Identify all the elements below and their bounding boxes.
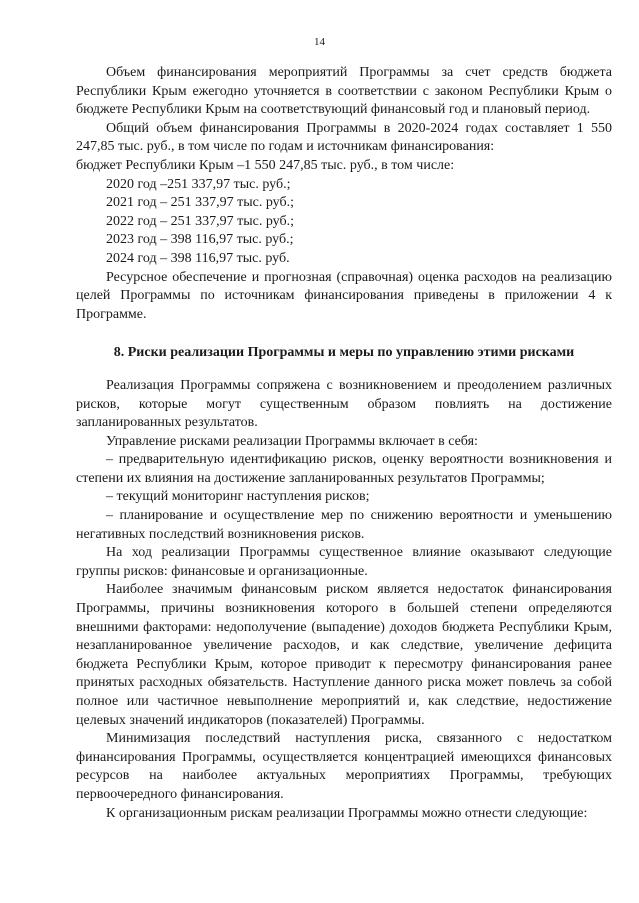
year-item-2024: 2024 год – 398 116,97 тыс. руб. — [106, 250, 290, 266]
year-item-2023: 2023 год – 398 116,97 тыс. руб.; — [106, 232, 294, 248]
paragraph-risks-intro: Реализация Программы сопряжена с возникновением и преодолением различных рисков, которые могут существенным образом повлиять на достижение запланированных результатов. — [76, 377, 612, 431]
section-heading-risks: 8. Риски реализации Программы и меры по управлению этими рисками — [113, 345, 575, 361]
paragraph-budget-crimea: бюджет Республики Крым –1 550 247,85 тыс. руб., в том числе: — [76, 157, 455, 173]
list-item-monitoring: – текущий мониторинг наступления рисков; — [106, 489, 370, 505]
paragraph-resource-support: Ресурсное обеспечение и прогнозная (справочная) оценка расходов на реализацию целей Программы по источникам финансирования приведены в приложении 4 к Программе. — [76, 269, 612, 322]
paragraph-risk-groups: На ход реализации Программы существенное влияние оказывают следующие группы рисков: финансовые и организационные. — [76, 545, 612, 579]
document-body — [76, 64, 612, 823]
paragraph-organizational-risks: К организационным рискам реализации Программы можно отнести следующие: — [106, 805, 588, 821]
year-list — [76, 176, 612, 269]
page-number: 14 — [314, 36, 325, 48]
paragraph-financial-risk: Наиболее значимым финансовым риском является недостаток финансирования Программы, причины возникновения которого в большей степени определяются внешними факторами: недополучение (выпадение) доходов бюджета Республики Крым, незапланированное увеличение расходов, и как следствие, увеличение дефицита бюджета Республики Крым, которое приводит к пересмотру финансирования ранее принятых расходных обязательств. Наступление данного риска может повлечь за собой полное или частичное невыполнение мероприятий и, как следствие, недостижение целевых значений индикаторов (показателей) Программы. — [76, 582, 612, 728]
paragraph-funding-total: Общий объем финансирования Программы в 2020-2024 годах составляет 1 550 247,85 тыс. руб., в том числе по годам и источникам финансирования: — [76, 120, 612, 155]
paragraph-risk-management: Управление рисками реализации Программы включает в себя: — [106, 433, 478, 449]
year-item-2020: 2020 год –251 337,97 тыс. руб.; — [106, 176, 291, 192]
list-item-planning: – планирование и осуществление мер по снижению вероятности и уменьшению негативных последствий возникновения рисков. — [76, 508, 612, 542]
list-item-identification: – предварительную идентификацию рисков, оценку вероятности возникновения и степени их влияния на достижение запланированных результатов Программы; — [76, 452, 612, 486]
paragraph-funding-annual: Объем финансирования мероприятий Программы за счет средств бюджета Республики Крым ежегодно уточняется в соответствии с законом Республики Крым о бюджете Республики Крым на соответствующий финансовый год и плановый период. — [76, 65, 612, 118]
year-item-2022: 2022 год – 251 337,97 тыс. руб.; — [106, 213, 294, 229]
paragraph-risk-minimization: Минимизация последствий наступления риска, связанного с недостатком финансирования Программы, осуществляется концентрацией имеющихся финансовых ресурсов на наиболее актуальных мероприятиях Программы, требующих первоочередного финансирования. — [76, 731, 612, 802]
year-item-2021: 2021 год – 251 337,97 тыс. руб.; — [106, 195, 294, 211]
